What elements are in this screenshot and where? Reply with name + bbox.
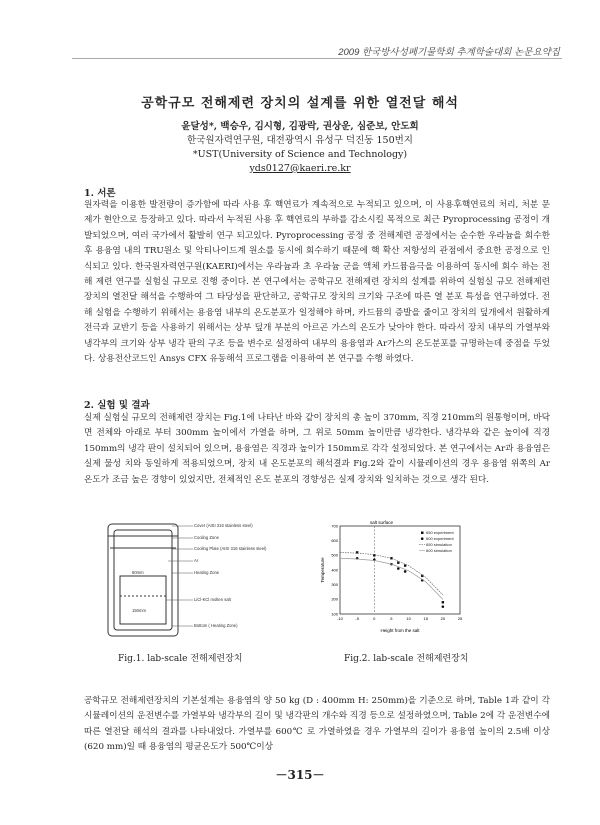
fig1-apparatus-diagram [88, 516, 288, 646]
fig1-label-60mm: 60mm [132, 570, 144, 575]
x-tick-label-5: 15 [423, 616, 428, 621]
fig2-chart [318, 516, 468, 636]
fig2-caption: Fig.2. lab-scale 전해제련장치 [344, 654, 469, 664]
affiliation-kaeri: 한국원자력연구원, 대전광역시 유성구 덕진동 150번지 [187, 135, 413, 146]
series-1-point-3 [397, 567, 400, 570]
x-tick-label-4: 10 [406, 616, 411, 621]
conference-header: 2009 한국방사성폐기물학회 추계학술대회 논문요약집 [338, 47, 560, 58]
x-tick-label-6: 20 [440, 616, 446, 621]
fig1-label-bottom: Bottom ( Heating Zone) [194, 623, 238, 628]
fig1-label-cooling-plate: Cooling Plate (AISI 316 stainless steel) [194, 546, 267, 551]
legend-650-sim: 650 simulation [426, 542, 452, 547]
fig1-label-ar: Ar [194, 558, 199, 563]
email-link[interactable]: yds0127@kaeri.re.kr [249, 163, 351, 174]
y-tick-label-1: 200 [331, 596, 338, 602]
legend-600-sim: 600 simulation [426, 548, 452, 553]
series-1-point-6 [442, 605, 445, 608]
section3-paragraph: 공학규모 전해제련장치의 기본설계는 용융염의 양 50 kg (D : 400mm H: 250mm)을 기준으로 하며, Table 1과 같이 각 시뮬레이션의 운전변수를 가열부와 냉각부의 길이 및 냉각판의 개수와 직경 등으로 설정하였으며, Table 2에 각 운전변수에 따른 열전달 해석의 결과를 나타내었다. 가열부를 600℃ 로 가열하였을 경우 가열부의 길이가 용융염 높이의 2.5배 이상(620 mm)일 때 용융염의 평균온도가 500℃이상 [84, 696, 550, 753]
y-tick-label-2: 300 [331, 582, 338, 588]
fig1-label-150mm: 150mm [132, 608, 146, 613]
section1-paragraph: 원자력을 이용한 발전량이 증가함에 따라 사용 후 핵연료가 계속적으로 누적되고 있으며, 이 사용후핵연료의 처리, 처분 문제가 현안으로 등장하고 있다. 따라서 누적된 사용 후 핵연료의 부하를 감소시킬 목적으로 최근 Pyroprocessing 공정이 개발되었으며, 여러 국가에서 활발히 연구 되고있다. Pyroprocessing 공정 중 전해제련 공정에서는 순수한 우라늄을 회수한 후 용융염 내의 TRU원소 및 악티나이드계 원소를 동시에 회수하기 때문에 핵 확산 저항성의 관점에서 중요한 공정으로 인식되고 있다. 한국원자력연구원(KAERI)에서는 우라늄과 초 우라늄 군을 액체 카드뮴음극을 이용하여 동시에 회수 하는 전해 제련 연구를 실험실 규모로 진행 중이다. 본 연구에서는 공학규모 전해제련 장치의 설계를 위하여 실험실 규모 전해제련 장치의 열전달 해석을 수행하여 그 타당성을 판단하고, 공학규모 장치의 크기와 구조에 따른 열 분포 특성을 연구하였다. 전해 실험을 수행하기 위해서는 용융염 내부의 온도분포가 일정해야 하며, 카드뮴의 증발을 줄이고 장치의 덮개에서 원활하게 전극과 교반기 등을 사용하기 위해서는 상부 덮개 부분의 아르곤 가스의 온도가 낮아야 한다. 따라서 장치 내부의 가열부와 냉각부의 크기와 상부 냉각 판의 구조 등을 변수로 설정하여 내부의 용융염과 Ar가스의 온도분포를 규명하는데 중점을 두었다. 상용전산코드인 Ansys CFX 유동해석 프로그램을 이용하여 본 연구를 수행 하였다. [84, 200, 550, 365]
y-tick-label-6: 700 [331, 523, 338, 529]
vessel-inner [114, 530, 172, 630]
y-axis-label: Temperature [320, 557, 325, 583]
series-0-point-6 [442, 601, 444, 603]
legend-650-exp: 650 experiment [426, 530, 454, 535]
y-tick-label-4: 500 [331, 552, 338, 558]
fig1-label-cover: Cover (AISI 316 stainless steel) [194, 523, 253, 528]
x-tick-label-7: 25 [457, 616, 463, 621]
authors: 윤달성*, 백승우, 김시형, 김광락, 권상운, 심준보, 안도희 [181, 121, 419, 132]
section2-heading: 2. 실험 및 결과 [84, 400, 150, 411]
section2-paragraph: 실제 실험실 규모의 전해제련 장치는 Fig.1에 나타난 바와 같이 장치의 총 높이 370mm, 직경 210mm의 원통형이며, 바닥 면 전체와 아래로 부터 300mm 높이에서 가열을 하며, 그 위로 50mm 높이만큼 냉각한다. 냉각부와 같은 높이에 직경 150mm의 냉각 판이 설치되어 있으며, 용융염은 직경과 높이가 150mm로 각각 설정되었다. 본 연구에서는 Ar과 용융염은 실제 물성 치와 동일하게 적용되었으며, 장치 내 온도분포의 해석결과 Fig.2와 같이 시뮬레이션의 경우 용융염 위쪽의 Ar 온도가 조금 높은 경향이 있었지만, 전체적인 온도 분포의 경향성은 실제 장치와 일치하는 것으로 생각 된다. [84, 413, 550, 485]
salt-surface-annotation: salt surface [370, 520, 394, 525]
crucible [120, 576, 166, 624]
y-tick-label-5: 600 [331, 538, 338, 544]
fig1-caption: Fig.1. lab-scale 전해제련장치 [118, 654, 243, 664]
section1-heading: 1. 서론 [84, 188, 116, 199]
series-1-point-4 [404, 570, 407, 573]
paper-title: 공학규모 전해제련 장치의 설계를 위한 열전달 해석 [141, 96, 459, 111]
y-tick-label-3: 400 [331, 567, 338, 573]
x-tick-label-0: -10 [337, 616, 343, 621]
header-rule [72, 58, 562, 59]
y-tick-label-0: 100 [331, 611, 338, 617]
legend-600-exp: 600 experiment [426, 536, 454, 541]
x-tick-label-1: -5 [355, 616, 359, 621]
x-tick-label-2: 0 [373, 616, 376, 621]
fig1-label-cooling-zone: Cooling Zone [194, 535, 219, 540]
legend-markers [419, 532, 425, 551]
x-axis-label: Height from the salt [380, 628, 420, 633]
affiliation-ust: *UST(University of Science and Technology) [192, 149, 408, 160]
section2-body [84, 411, 550, 488]
section3-body [84, 694, 550, 756]
vessel-outer [108, 524, 178, 636]
fig1-label-heating-zone: Heating Zone [194, 570, 220, 575]
author-email [0, 162, 600, 175]
page-number: －315－ [275, 768, 325, 782]
fig1-label-molten-salt: LiCl-KCl molten salt [194, 597, 231, 602]
x-tick-label-3: 5 [390, 616, 393, 621]
section1-body [84, 198, 550, 367]
